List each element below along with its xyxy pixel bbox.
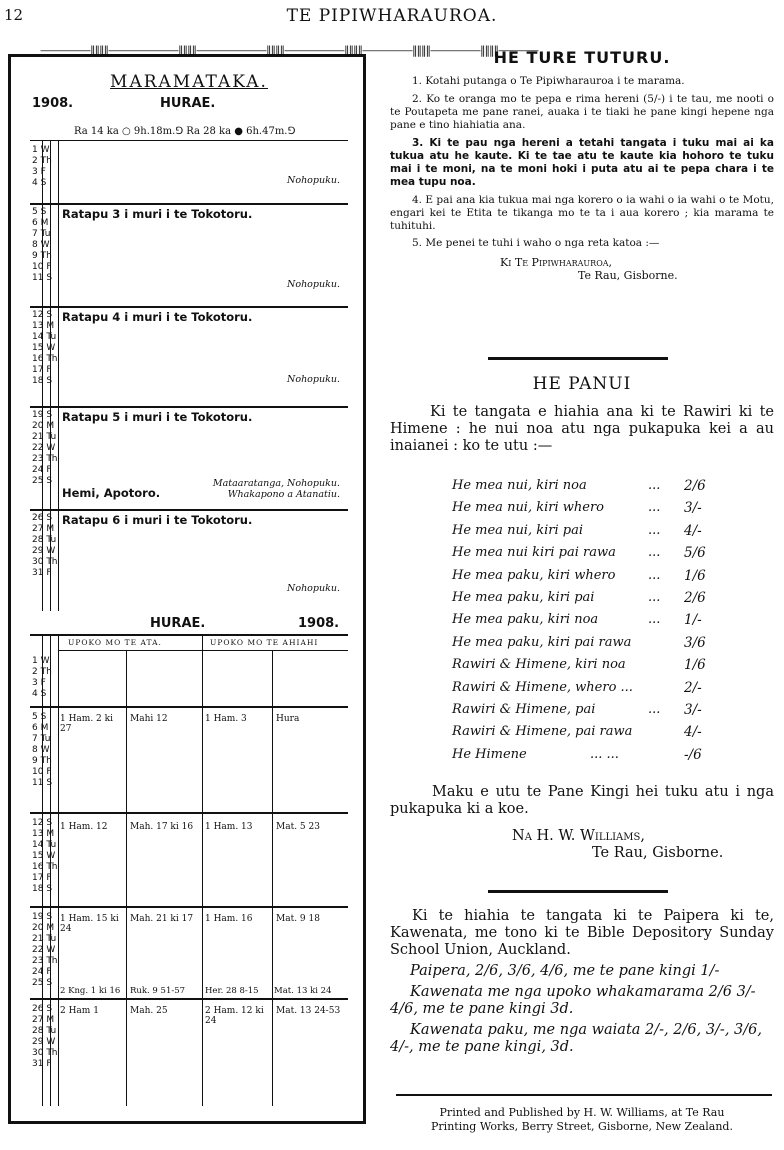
morning-lesson-1: 2 Ham 1 xyxy=(60,1006,99,1016)
price-item: He mea paku, kiri pai xyxy=(452,590,595,605)
week-days: 12 S 13 M 14 Tu 15 W 16 Th 17 F 18 S xyxy=(32,310,58,386)
price-leader: ... xyxy=(648,478,661,493)
footer-divider xyxy=(396,1094,772,1096)
ornament-border-icon: —————‖‖‖‖———————‖‖‖‖———————‖‖‖‖——————‖‖‖‖—————‖‖‖‖—————‖‖‖‖———— xyxy=(40,44,538,57)
price-value: 3/6 xyxy=(684,634,706,651)
week-note: Nohopuku. xyxy=(287,279,340,290)
price-value: 4/- xyxy=(684,724,702,741)
price-value: 5/6 xyxy=(684,545,706,562)
right-column xyxy=(390,40,774,282)
morning-lesson-1: 1 Ham. 15 ki 24 xyxy=(60,914,119,934)
price-item: He mea nui kiri pai rawa xyxy=(452,545,616,561)
price-item: Rawiri & Himene, kiri noa xyxy=(452,657,626,673)
price-leader: ... xyxy=(648,545,661,561)
address-line-2: Te Rau, Gisborne. xyxy=(578,269,678,282)
price-value: 2/6 xyxy=(684,590,706,606)
morning-lesson-1: 1 Ham. 12 xyxy=(60,822,108,832)
price-leader: ... xyxy=(648,567,661,583)
week-title: Ratapu 3 i muri i te Tokotoru. xyxy=(62,207,253,221)
price-value: 4/- xyxy=(684,522,702,539)
divider xyxy=(488,890,668,893)
evening-lesson-2: Mat. 13 24-53 xyxy=(276,1006,341,1016)
evening-lesson-2: Hura xyxy=(276,714,300,724)
lessons-month: HURAE. xyxy=(150,616,206,631)
price-value: 2/- xyxy=(684,679,702,696)
page-number: 12 xyxy=(4,6,24,24)
calendar-weeks xyxy=(30,140,348,611)
week-days: 26 S 27 M 28 Tu 29 W 30 Th 31 F xyxy=(32,513,58,578)
price-value: 3/- xyxy=(684,702,702,718)
price-item: He mea paku, kiri whero xyxy=(452,567,616,583)
lessons-table xyxy=(30,616,348,1106)
lesson-days: 12 S 13 M 14 Tu 15 W 16 Th 17 F 18 S xyxy=(32,818,58,894)
price-item: Rawiri & Himene, pai rawa xyxy=(452,724,633,740)
week-note: Nohopuku. xyxy=(287,175,340,186)
panui-title: HE PANUI xyxy=(532,374,632,394)
morning-header: UPOKO MO TE ATA. xyxy=(68,638,162,647)
week-note: Nohopuku. xyxy=(287,374,340,385)
week-title: Ratapu 5 i muri i te Tokotoru. xyxy=(62,410,253,424)
evening-header: UPOKO MO TE AHIAHI xyxy=(210,638,319,647)
price-value: -/6 xyxy=(684,746,702,763)
week-row xyxy=(30,509,348,609)
lesson-days: 19 S 20 M 21 Tu 22 W 23 Th 24 F 25 S xyxy=(32,912,58,988)
week-title: Ratapu 6 i muri i te Tokotoru. xyxy=(62,513,253,527)
week-row xyxy=(30,203,348,308)
footer-line-2: Printing Works, Berry Street, Gisborne, New Zealand. xyxy=(431,1120,733,1133)
publication-title: TE PIPIWHARAUROA. xyxy=(286,6,498,26)
feast-morning-2: Ruk. 9 51-57 xyxy=(130,986,186,996)
price-item: He Himene xyxy=(452,746,527,762)
month-heading: MARAMATAKA. xyxy=(110,72,268,92)
week-days: 5 S 6 M 7 Tu 8 W 9 Th 10 F 11 S xyxy=(32,207,53,283)
week-note: Mataaratanga, Nohopuku. Whakapono a Atanatiu. xyxy=(212,478,340,500)
moon-phases: Ra 14 ka ○ 9h.18m.⅁ Ra 28 ka ● 6h.47m.⅁ xyxy=(74,126,296,137)
calendar-year: 1908. xyxy=(32,96,74,111)
price-value: 3/- xyxy=(684,500,702,517)
morning-lesson-2: Mah. 21 ki 17 xyxy=(130,914,194,924)
week-row xyxy=(30,406,348,511)
feast-evening-1: Her. 28 8-15 xyxy=(205,986,259,996)
footer-line-1: Printed and Published by H. W. Williams, at Te Rau xyxy=(439,1106,725,1119)
week-note: Nohopuku. xyxy=(287,583,340,594)
feast-title: Hemi, Apotoro. xyxy=(62,486,161,500)
week-days: 19 S 20 M 21 Tu 22 W 23 Th 24 F 25 S xyxy=(32,410,58,486)
price-value: 1/6 xyxy=(684,657,706,674)
price-item: He mea nui, kiri noa xyxy=(452,478,587,493)
price-value: 1/6 xyxy=(684,567,706,584)
price-item: Rawiri & Himene, pai xyxy=(452,702,596,717)
divider xyxy=(488,357,668,360)
bible-prices-3: Kawenata paku, me nga waiata 2/-, 2/6, 3/-, 3/6, 4/-, me te pane kingi, 3d. xyxy=(390,1022,762,1055)
bible-prices-2: Kawenata me nga upoko whakamarama 2/6 3/- 4/6, me te pane kingi 3d. xyxy=(390,984,756,1017)
evening-lesson-1: 1 Ham. 13 xyxy=(205,822,253,832)
price-item: Rawiri & Himene, whero ... xyxy=(452,679,633,695)
rule-5: 5. Me penei te tuhi i waho o nga reta katoa :— xyxy=(412,237,660,249)
price-leader: ... xyxy=(648,590,661,605)
week-title: Ratapu 4 i muri i te Tokotoru. xyxy=(62,310,253,324)
rule-1: 1. Kotahi putanga o Te Pipiwharauroa i te marama. xyxy=(412,75,685,87)
price-leader: ... xyxy=(648,702,661,717)
panui-outro: Maku e utu te Pane Kingi hei tuku atu i nga pukapuka ki a koe. xyxy=(390,784,774,817)
lessons-year: 1908. xyxy=(298,616,340,631)
address-line-1: Ki Te Pipiwharauroa, xyxy=(500,256,613,269)
week-row xyxy=(30,141,348,205)
rule-2: 2. Ko te oranga mo te pepa e rima hereni (5/-) i te tau, me nooti o te Poutapeta me pane ranei, auaka i te tiaki he pane kingi hepene nga pane e tino hiahiatia ana. xyxy=(390,93,774,131)
lesson-days: 26 S 27 M 28 Tu 29 W 30 Th 31 F xyxy=(32,1004,58,1069)
rule-3: 3. Ki te pau nga hereni a tetahi tangata i tuku mai ai ka tukua atu he kaute. Ki te tae atu te kaute kia hohoro te tuku mai i te moni, na te moni hoki i puta atu ai te pepa chara i te mea tupu noa. xyxy=(390,137,774,188)
evening-lesson-2: Mat. 5 23 xyxy=(276,822,320,832)
morning-lesson-2: Mah. 25 xyxy=(130,1006,168,1016)
panui-signature: Na H. W. Williams, xyxy=(512,828,645,844)
panui-intro: Ki te tangata e hiahia ana ki te Rawiri ki te Himene : he nui noa atu nga pukapuka kei a au inaianei : ko te utu :— xyxy=(390,404,774,454)
evening-lesson-1: 1 Ham. 16 xyxy=(205,914,253,924)
price-item: He mea paku, kiri noa xyxy=(452,612,599,628)
rule-4: 4. E pai ana kia tukua mai nga korero o ia wahi o ia wahi o te Motu, engari kei te Etita te tikanga mo te ta i aua korero ; kia marama te tuhituhi. xyxy=(390,194,774,232)
bible-prices-1: Paipera, 2/6, 3/6, 4/6, me te pane kingi 1/- xyxy=(410,963,720,979)
bible-section xyxy=(390,908,774,1056)
price-item: He mea paku, kiri pai rawa xyxy=(452,634,632,650)
week-row xyxy=(30,306,348,408)
panui-footer xyxy=(390,784,774,862)
calendar-month: HURAE. xyxy=(160,96,216,111)
calendar-header xyxy=(30,68,348,92)
price-leader: ... xyxy=(648,522,661,538)
morning-lesson-2: Mah. 17 ki 16 xyxy=(130,822,194,832)
feast-evening-2: Mat. 13 ki 24 xyxy=(274,986,332,996)
panui-section xyxy=(390,374,774,455)
price-value: 1/- xyxy=(684,612,702,629)
price-item: He mea nui, kiri whero xyxy=(452,500,605,516)
evening-lesson-1: 2 Ham. 12 ki 24 xyxy=(205,1006,264,1026)
rules-title: HE TURE TUTURU. xyxy=(493,48,671,67)
price-leader: ... xyxy=(648,612,661,628)
week-days: 1 W 2 Th 3 F 4 S xyxy=(32,145,52,188)
evening-lesson-2: Mat. 9 18 xyxy=(276,914,320,924)
evening-lesson-1: 1 Ham. 3 xyxy=(205,714,247,724)
price-item: He mea nui, kiri pai xyxy=(452,522,584,538)
page-header xyxy=(0,4,784,26)
price-leader: ... ... xyxy=(590,746,619,762)
bible-intro: Ki te hiahia te tangata ki te Paipera ki te, Kawenata, me tono ki te Bible Depository Sunday School Union, Auckland. xyxy=(390,908,774,958)
morning-lesson-2: Mahi 12 xyxy=(130,714,168,724)
morning-lesson-1: 1 Ham. 2 ki 27 xyxy=(60,714,113,734)
price-value: 2/6 xyxy=(684,478,706,494)
lesson-days: 1 W 2 Th 3 F 4 S xyxy=(32,656,52,699)
lesson-days: 5 S 6 M 7 Tu 8 W 9 Th 10 F 11 S xyxy=(32,712,53,788)
feast-morning-1: 2 Kng. 1 ki 16 xyxy=(60,986,121,996)
printer-footer xyxy=(390,1106,774,1134)
panui-signature-place: Te Rau, Gisborne. xyxy=(592,845,724,861)
price-leader: ... xyxy=(648,500,661,516)
